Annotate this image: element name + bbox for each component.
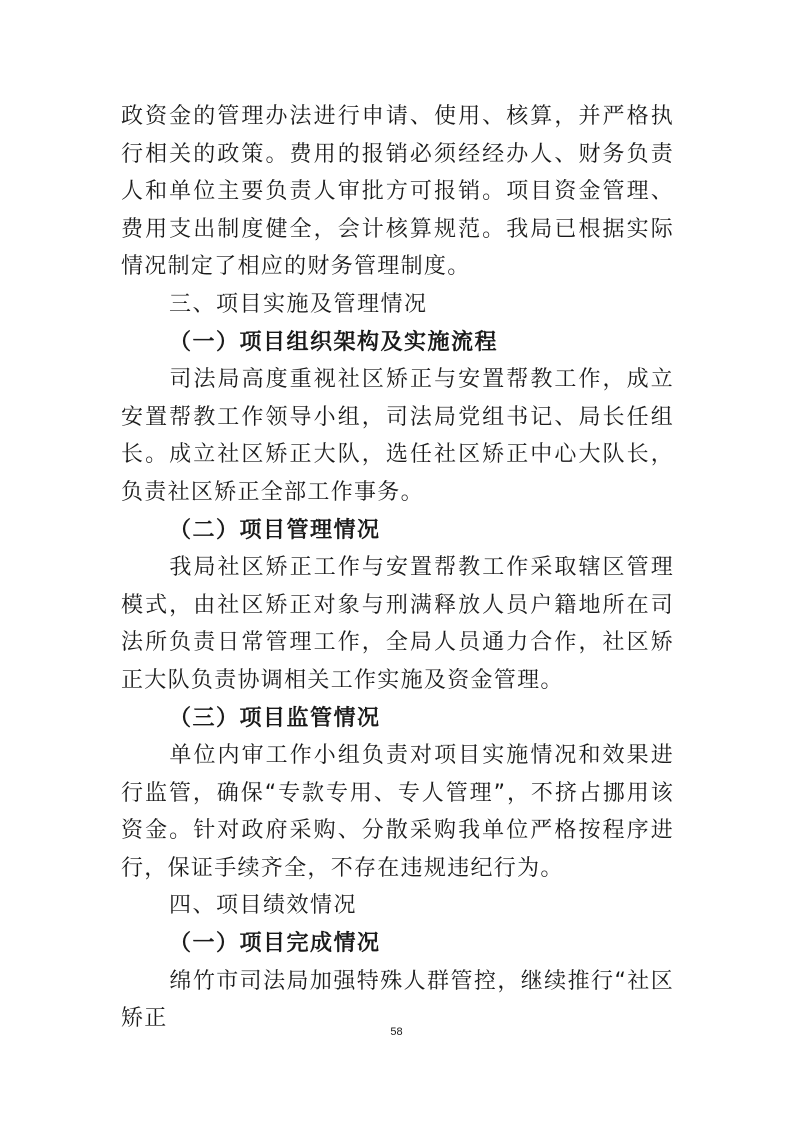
paragraph-completion: 绵竹市司法局加强特殊人群管控，继续推行“社区矫正 (121, 968, 674, 1032)
page-number: 58 (390, 1026, 403, 1038)
subheading-organization: （一）项目组织架构及实施流程 (169, 329, 499, 355)
paragraph-supervision: 单位内审工作小组负责对项目实施情况和效果进行监管，确保“专款专用、专人管理”，不挤占挪用该资金。针对政府采购、分散采购我单位严格按程序进行，保证手续齐全，不存在违规违纪行为。 (121, 743, 674, 881)
subheading-completion: （一）项目完成情况 (169, 931, 381, 957)
section-heading-implementation: 三、项目实施及管理情况 (169, 291, 428, 317)
paragraph-finance-policy: 政资金的管理办法进行申请、使用、核算，并严格执行相关的政策。费用的报销必须经经办人、财务负责人和单位主要负责人审批方可报销。项目资金管理、费用支出制度健全，会计核算规范。我局已根据实际情况制定了相应的财务管理制度。 (121, 104, 674, 280)
paragraph-organization: 司法局高度重视社区矫正与安置帮教工作，成立安置帮教工作领导小组，司法局党组书记、局长任组长。成立社区矫正大队，选任社区矫正中心大队长，负责社区矫正全部工作事务。 (121, 367, 674, 505)
subheading-management: （二）项目管理情况 (169, 517, 381, 543)
subheading-supervision: （三）项目监管情况 (169, 705, 381, 731)
document-body (121, 98, 674, 1038)
paragraph-management: 我局社区矫正工作与安置帮教工作采取辖区管理模式，由社区矫正对象与刑满释放人员户籍地所在司法所负责日常管理工作，全局人员通力合作，社区矫正大队负责协调相关工作实施及资金管理。 (121, 555, 674, 693)
section-heading-performance: 四、项目绩效情况 (169, 893, 358, 919)
